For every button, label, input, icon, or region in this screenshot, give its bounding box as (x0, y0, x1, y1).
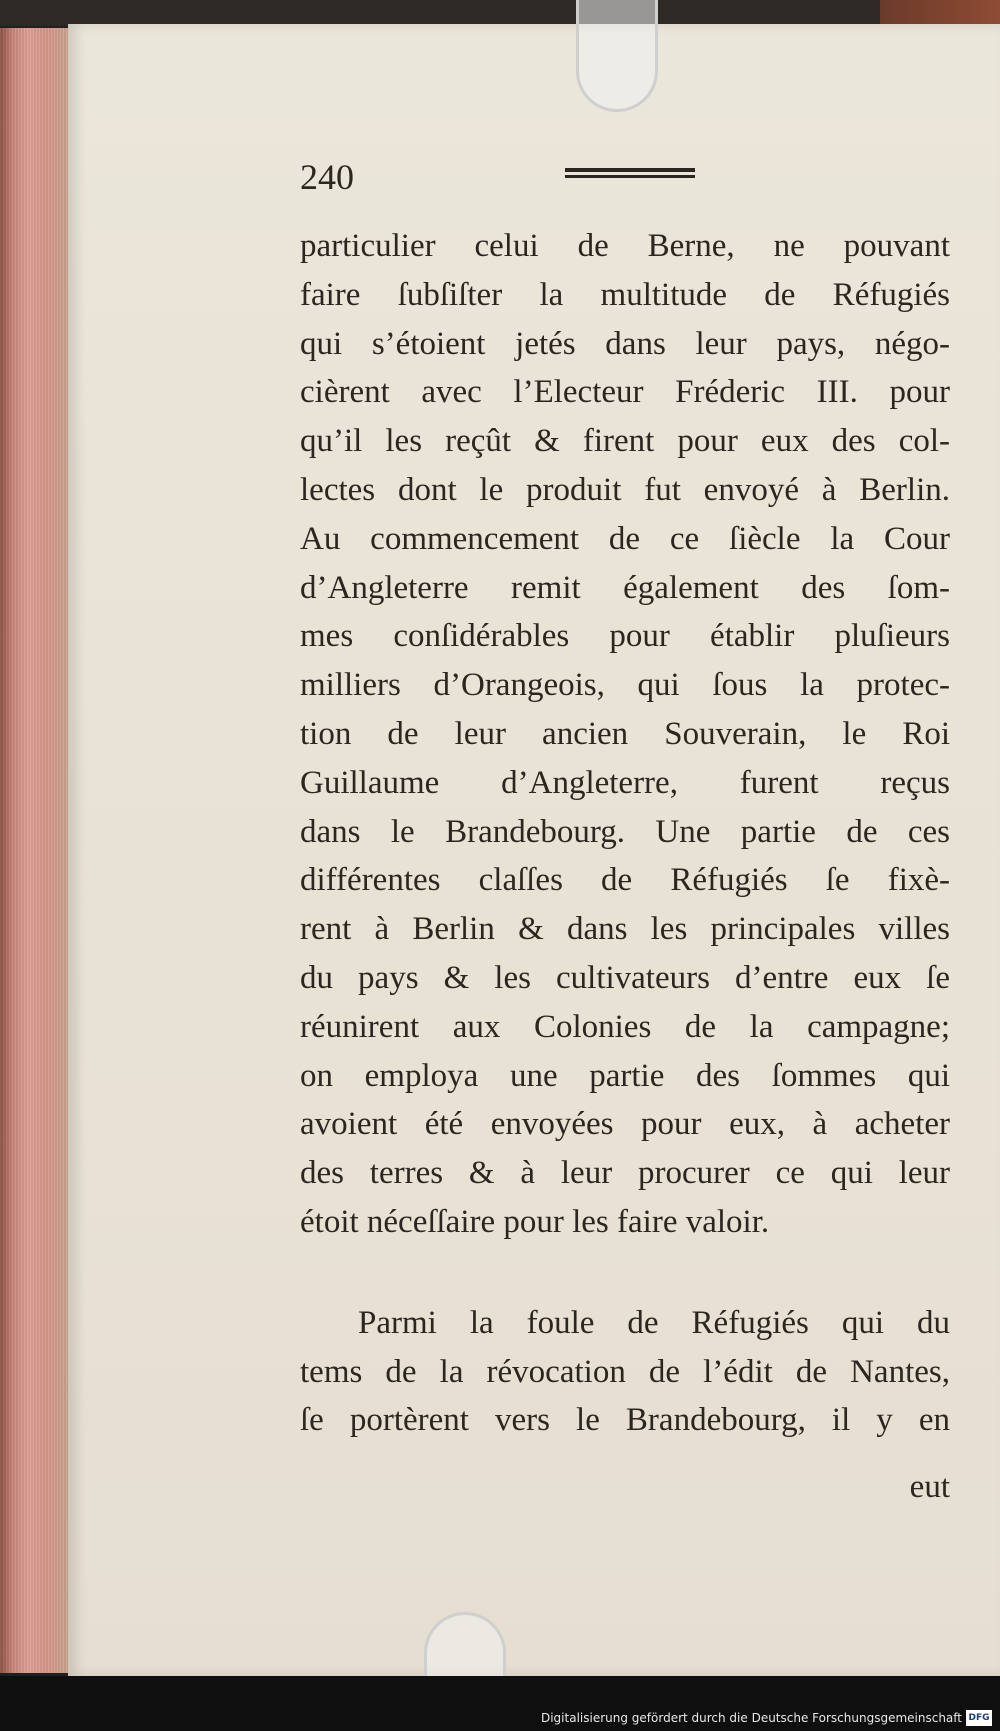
book-page-edges (0, 28, 70, 1673)
text-line: cièrent avec l’Electeur Fréderic III. pour (300, 374, 950, 411)
text-line: réunirent aux Colonies de la campagne; (300, 1008, 950, 1045)
text-line: tion de leur ancien Souverain, le Roi (300, 715, 950, 752)
dfg-logo-icon: DFG (966, 1710, 992, 1726)
digitization-credit: Digitalisierung gefördert durch die Deutsche Forschungsgemeinschaft (540, 1711, 962, 1725)
text-line: Au commencement de ce ſiècle la Cour (300, 520, 950, 557)
text-line: du pays & les cultivateurs d’entre eux ſe (300, 959, 950, 996)
page-number: 240 (300, 157, 354, 197)
text-line: des terres & à leur procurer ce qui leur (300, 1155, 950, 1192)
text-line: particulier celui de Berne, ne pouvant (300, 228, 950, 264)
scanner-top-band (0, 0, 1000, 26)
paragraph-2 (300, 1299, 950, 1445)
top-page-clip (576, 0, 658, 112)
text-line: tems de la révocation de l’édit de Nantes, (300, 1353, 950, 1390)
header-ornament-rule (565, 168, 695, 178)
text-line: milliers d’Orangeois, qui ſous la protec- (300, 667, 950, 704)
text-line: on employa une partie des ſommes qui (300, 1057, 950, 1094)
paragraph-gap (300, 1247, 950, 1299)
text-line: ſe portèrent vers le Brandebourg, il y en (300, 1402, 950, 1439)
paragraph-1 (300, 222, 950, 1247)
text-line: mes conſidérables pour établir pluſieurs (300, 618, 950, 655)
text-line: étoit néceſſaire pour les faire valoir. (300, 1203, 770, 1240)
text-line: faire ſubſiſter la multitude de Réfugiés (300, 276, 950, 313)
text-line: qui s’étoient jetés dans leur pays, négo- (300, 325, 950, 362)
text-line: Parmi la foule de Réfugiés qui du (358, 1304, 950, 1341)
page-body (300, 222, 950, 1445)
catchword: eut (909, 1469, 950, 1505)
text-line: avoient été envoyées pour eux, à acheter (300, 1106, 950, 1143)
text-line: d’Angleterre remit également des ſom- (300, 569, 950, 606)
text-line: rent à Berlin & dans les principales villes (300, 911, 950, 948)
text-line: dans le Brandebourg. Une partie de ces (300, 813, 950, 850)
text-line: qu’il les reçût & firent pour eux des col- (300, 423, 950, 460)
text-line: lectes dont le produit fut envoyé à Berlin. (300, 471, 950, 508)
text-line: différentes claſſes de Réfugiés ſe fixè- (300, 862, 950, 899)
text-line: Guillaume d’Angleterre, furent reçus (300, 764, 950, 801)
